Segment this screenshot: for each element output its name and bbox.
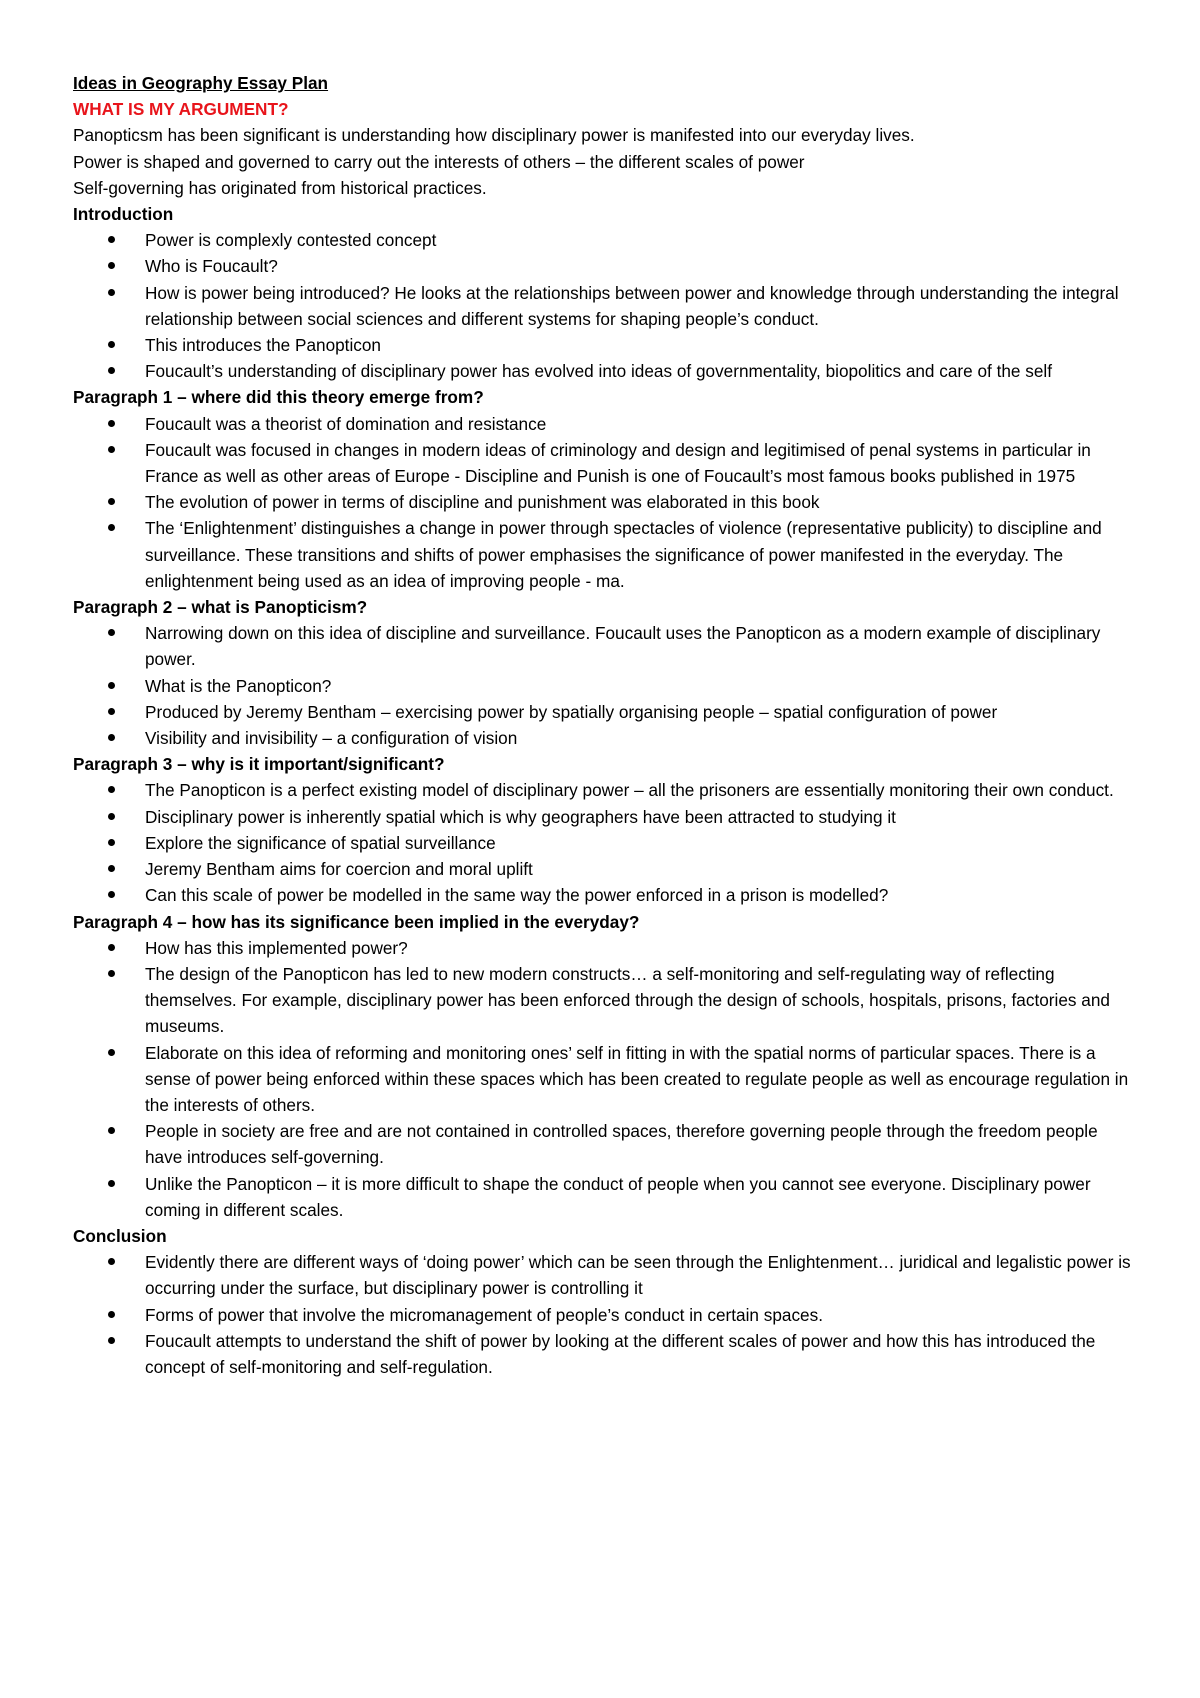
bullet-item: [73, 437, 1133, 489]
bullet-text: Unlike the Panopticon – it is more difficult to shape the conduct of people when you cannot see everyone. Disciplinary power coming in different scales.: [145, 1173, 1091, 1220]
bullet-item: [73, 620, 1133, 672]
bullet-text: Elaborate on this idea of reforming and monitoring ones’ self in fitting in with the spatial norms of particular spaces. There is a sense of power being enforced within these spaces which has been created to regulate people as well as encourage regulation in the interests of others.: [145, 1042, 1129, 1115]
bullet-list-paragraph-1: [73, 411, 1133, 594]
bullet-item: [73, 332, 1133, 358]
bullet-item: [73, 777, 1133, 803]
bullet-icon: [108, 1337, 115, 1344]
section-heading-conclusion: Conclusion: [73, 1225, 167, 1246]
bullet-item: [73, 1302, 1133, 1328]
bullet-text: Who is Foucault?: [145, 256, 278, 277]
bullet-icon: [108, 970, 115, 977]
bullet-item: [73, 515, 1133, 594]
bullet-item: [73, 280, 1133, 332]
bullet-text: This introduces the Panopticon: [145, 335, 381, 356]
bullet-item: [73, 725, 1133, 751]
bullet-icon: [108, 1049, 115, 1056]
bullet-icon: [108, 1258, 115, 1265]
bullet-icon: [108, 524, 115, 531]
bullet-list-paragraph-2: [73, 620, 1133, 751]
bullet-icon: [108, 341, 115, 348]
bullet-text: Foucault attempts to understand the shift of power by looking at the different scales of power and how this has introduced the concept of self-monitoring and self-regulation.: [145, 1330, 1096, 1377]
bullet-icon: [108, 865, 115, 872]
section-heading-paragraph-2: Paragraph 2 – what is Panopticism?: [73, 597, 368, 618]
bullet-icon: [108, 1311, 115, 1318]
bullet-text: Produced by Jeremy Bentham – exercising power by spatially organising people – spatial configuration of power: [145, 701, 998, 722]
bullet-text: Foucault’s understanding of disciplinary power has evolved into ideas of governmentality, biopolitics and care of the self: [145, 361, 1053, 382]
bullet-icon: [108, 236, 115, 243]
bullet-text: Explore the significance of spatial surveillance: [145, 832, 496, 853]
bullet-item: [73, 830, 1133, 856]
argument-line: Power is shaped and governed to carry out the interests of others – the different scales of power: [73, 151, 805, 172]
bullet-icon: [108, 734, 115, 741]
bullet-icon: [108, 839, 115, 846]
bullet-item: [73, 1171, 1133, 1223]
bullet-item: [73, 1118, 1133, 1170]
bullet-icon: [108, 944, 115, 951]
bullet-text: Foucault was a theorist of domination and resistance: [145, 413, 547, 434]
section-heading-paragraph-4: Paragraph 4 – how has its significance been implied in the everyday?: [73, 911, 640, 932]
bullet-text: The Panopticon is a perfect existing model of disciplinary power – all the prisoners are essentially monitoring their own conduct.: [145, 780, 1114, 801]
bullet-list-conclusion: [73, 1249, 1133, 1380]
document-page: [73, 70, 1133, 1380]
bullet-item: [73, 253, 1133, 279]
bullet-icon: [108, 289, 115, 296]
bullet-item: [73, 411, 1133, 437]
bullet-icon: [108, 1127, 115, 1134]
bullet-icon: [108, 367, 115, 374]
bullet-item: [73, 358, 1133, 384]
bullet-icon: [108, 1180, 115, 1187]
bullet-item: [73, 489, 1133, 515]
bullet-text: Narrowing down on this idea of discipline and surveillance. Foucault uses the Panopticon as a modern example of disciplinary power.: [145, 623, 1101, 670]
bullet-text: Foucault was focused in changes in modern ideas of criminology and design and legitimised of penal systems in particular in France as well as other areas of Europe - Discipline and Punish is one of Foucault’s most famous books published in 1975: [145, 439, 1091, 487]
bullet-icon: [108, 446, 115, 453]
bullet-text: People in society are free and are not contained in controlled spaces, therefore governing people through the freedom people have introduces self-governing.: [145, 1121, 1098, 1168]
bullet-item: [73, 673, 1133, 699]
bullet-text: Can this scale of power be modelled in the same way the power enforced in a prison is modelled?: [145, 885, 889, 906]
bullet-icon: [108, 682, 115, 689]
bullet-text: Visibility and invisibility – a configuration of vision: [145, 728, 518, 749]
bullet-icon: [108, 708, 115, 715]
bullet-item: [73, 1249, 1133, 1301]
bullet-item: [73, 227, 1133, 253]
bullet-text: How has this implemented power?: [145, 937, 408, 958]
bullet-item: [73, 961, 1133, 1040]
bullet-icon: [108, 262, 115, 269]
bullet-icon: [108, 420, 115, 427]
bullet-list-paragraph-4: [73, 935, 1133, 1223]
bullet-list-paragraph-3: [73, 777, 1133, 908]
bullet-text: Evidently there are different ways of ‘doing power’ which can be seen through the Enlightenment… juridical and legalistic power is occurring under the surface, but disciplinary power is controlling it: [145, 1252, 1131, 1299]
section-heading-paragraph-1: Paragraph 1 – where did this theory emerge from?: [73, 387, 484, 408]
bullet-text: Disciplinary power is inherently spatial which is why geographers have been attracted to studying it: [145, 806, 896, 827]
bullet-icon: [108, 786, 115, 793]
section-heading-introduction: Introduction: [73, 204, 174, 225]
bullet-icon: [108, 498, 115, 505]
bullet-icon: [108, 629, 115, 636]
argument-heading: WHAT IS MY ARGUMENT?: [73, 99, 289, 120]
bullet-icon: [108, 813, 115, 820]
bullet-list-introduction: [73, 227, 1133, 384]
bullet-item: [73, 856, 1133, 882]
bullet-text: What is the Panopticon?: [145, 675, 332, 696]
bullet-text: Power is complexly contested concept: [145, 230, 437, 251]
bullet-text: The ‘Enlightenment’ distinguishes a change in power through spectacles of violence (representative publicity) to discipline and surveillance. These transitions and shifts of power emphasises the significance of power manifested in the everyday. The enlightenment being used as an idea of improving people - ma.: [145, 518, 1102, 591]
section-heading-paragraph-3: Paragraph 3 – why is it important/significant?: [73, 754, 445, 775]
bullet-item: [73, 699, 1133, 725]
argument-line: Panopticsm has been significant is understanding how disciplinary power is manifested into our everyday lives.: [73, 125, 915, 146]
bullet-item: [73, 804, 1133, 830]
bullet-text: Forms of power that involve the micromanagement of people’s conduct in certain spaces.: [145, 1304, 823, 1325]
argument-line: Self-governing has originated from historical practices.: [73, 177, 487, 198]
bullet-text: How is power being introduced? He looks at the relationships between power and knowledge through understanding the integral relationship between social sciences and different systems for shaping people’s conduct.: [145, 282, 1119, 329]
bullet-text: The design of the Panopticon has led to new modern constructs… a self-monitoring and self-regulating way of reflecting themselves. For example, disciplinary power has been enforced through the design of schools, hospitals, prisons, factories and museums.: [145, 963, 1110, 1037]
bullet-text: Jeremy Bentham aims for coercion and moral uplift: [145, 859, 533, 880]
bullet-text: The evolution of power in terms of discipline and punishment was elaborated in this book: [145, 492, 820, 513]
document-title: Ideas in Geography Essay Plan: [73, 73, 329, 93]
bullet-item: [73, 935, 1133, 961]
bullet-item: [73, 1040, 1133, 1119]
bullet-item: [73, 882, 1133, 908]
bullet-item: [73, 1328, 1133, 1380]
bullet-icon: [108, 891, 115, 898]
